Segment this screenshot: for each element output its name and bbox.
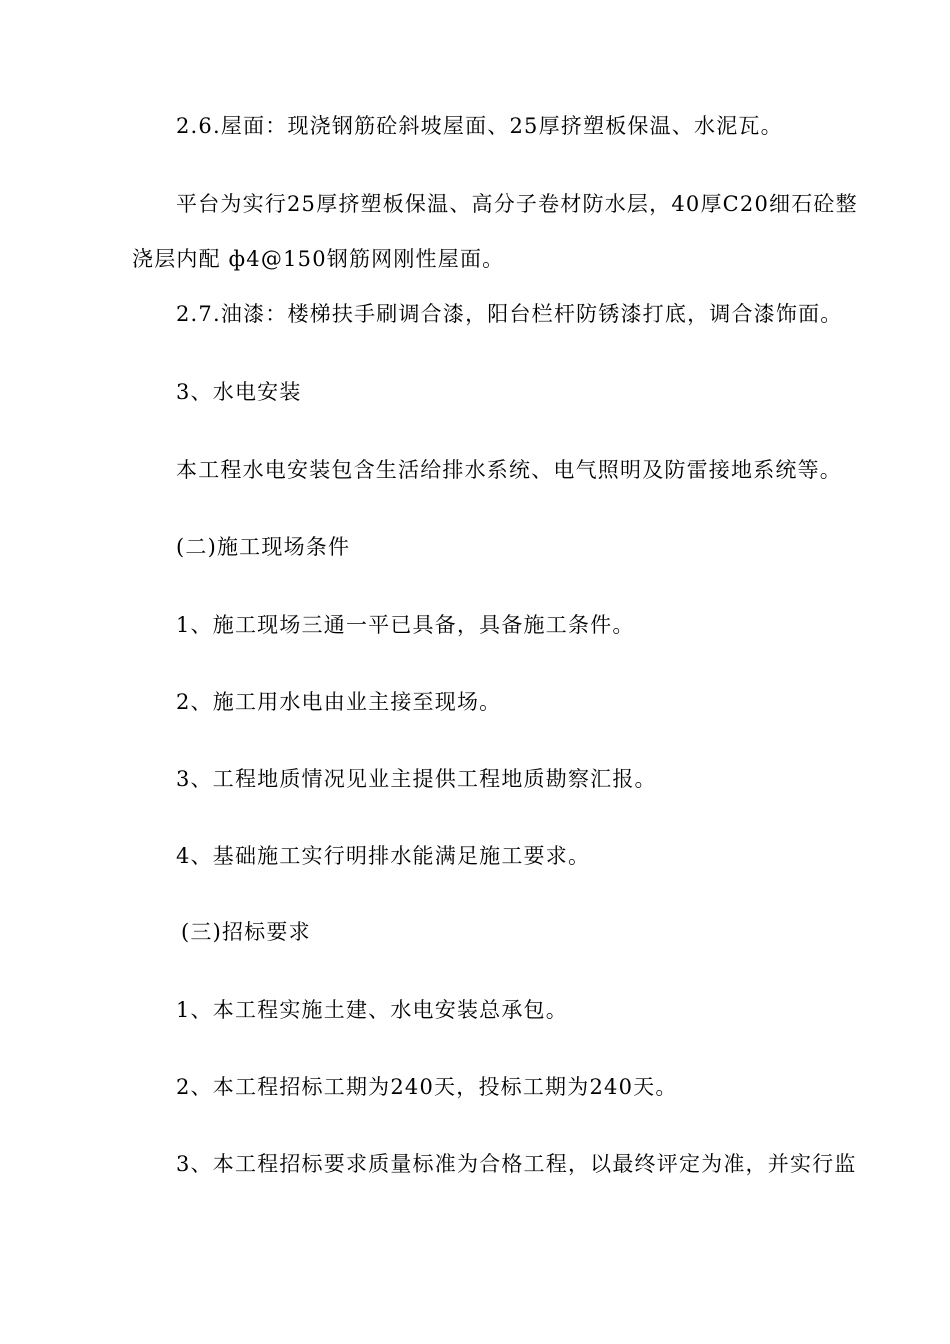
list-item-bid-3: 3、本工程招标要求质量标准为合格工程，以最终评定为准，并实行监 bbox=[176, 1152, 857, 1176]
list-item-site-2: 2、施工用水电由业主接至现场。 bbox=[176, 690, 502, 714]
heading-plumbing-electrical: 3、水电安装 bbox=[176, 380, 302, 404]
paragraph-roof: 2.6.屋面：现浇钢筋砼斜坡屋面、25厚挤塑板保温、水泥瓦。 bbox=[176, 114, 783, 138]
list-item-bid-1: 1、本工程实施土建、水电安装总承包。 bbox=[176, 998, 568, 1022]
list-item-site-4: 4、基础施工实行明排水能满足施工要求。 bbox=[176, 844, 591, 868]
list-item-bid-2: 2、本工程招标工期为240天，投标工期为240天。 bbox=[176, 1075, 678, 1099]
list-item-site-1: 1、施工现场三通一平已具备，具备施工条件。 bbox=[176, 613, 635, 637]
heading-site-conditions: (二)施工现场条件 bbox=[176, 535, 351, 559]
paragraph-platform: 平台为实行25厚挤塑板保温、高分子卷材防水层，40厚C20细石砼整 bbox=[176, 192, 858, 216]
paragraph-paint: 2.7.油漆：楼梯扶手刷调合漆，阳台栏杆防锈漆打底，调合漆饰面。 bbox=[176, 302, 843, 326]
paragraph-platform-continued: 浇层内配 ф4@150钢筋网刚性屋面。 bbox=[132, 247, 505, 271]
paragraph-plumbing-electrical: 本工程水电安装包含生活给排水系统、电气照明及防雷接地系统等。 bbox=[176, 458, 842, 482]
list-item-site-3: 3、工程地质情况见业主提供工程地质勘察汇报。 bbox=[176, 767, 657, 791]
heading-bidding-requirements: (三)招标要求 bbox=[181, 920, 311, 944]
